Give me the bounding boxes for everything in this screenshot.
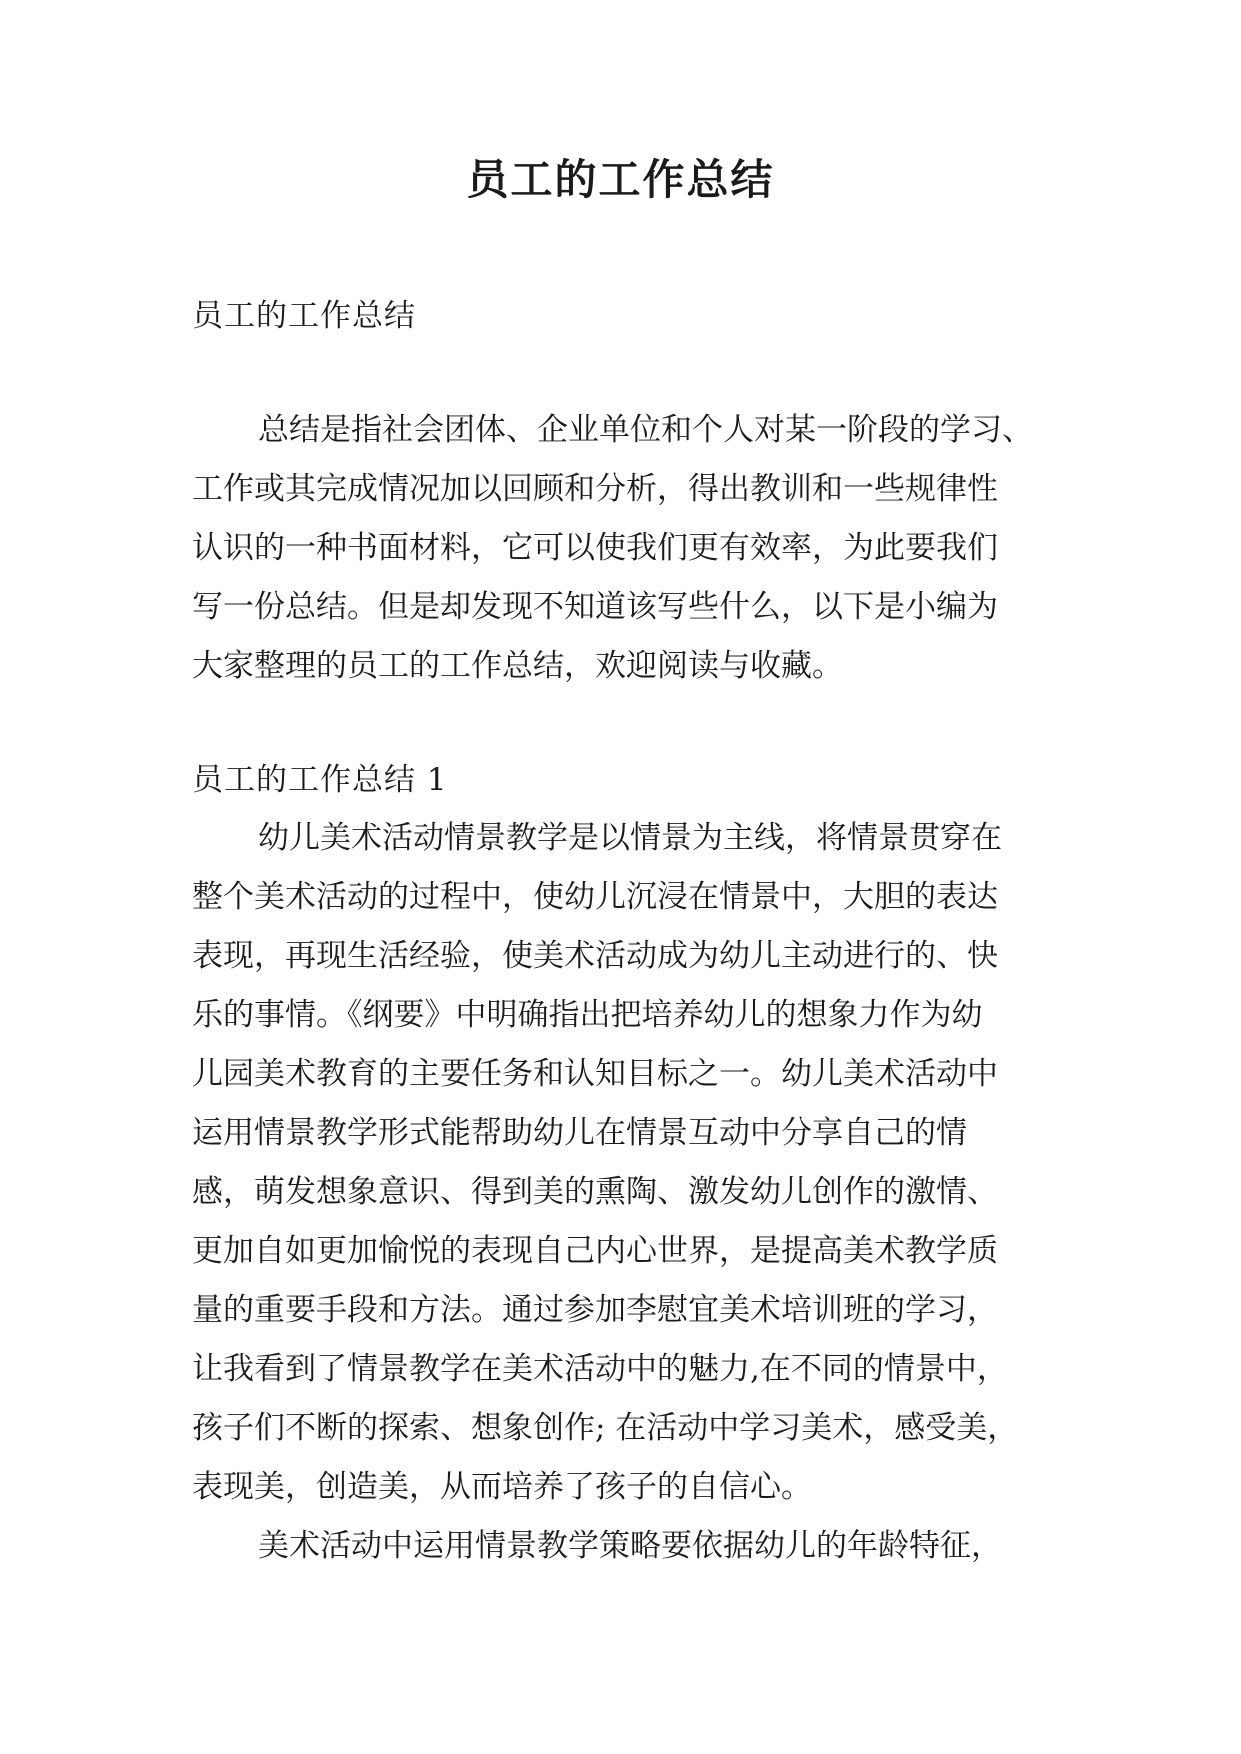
body-line: 美术活动中运用情景教学策略要依据幼儿的年龄特征， xyxy=(258,1528,1002,1564)
body-line: 幼儿美术活动情景教学是以情景为主线，将情景贯穿在 xyxy=(258,820,1002,856)
intro-line: 写一份总结。但是却发现不知道该写些什么，以下是小编为 xyxy=(192,589,998,625)
intro-line: 认识的一种书面材料，它可以使我们更有效率，为此要我们 xyxy=(192,530,998,566)
body-line: 乐的事情。《纲要》中明确指出把培养幼儿的想象力作为幼 xyxy=(192,997,983,1033)
section-heading: 员工的工作总结 1 xyxy=(192,762,448,798)
intro-line: 总结是指社会团体、企业单位和个人对某一阶段的学习、 xyxy=(258,412,1033,448)
body-line: 让我看到了情景教学在美术活动中的魅力,在不同的情景中， xyxy=(192,1351,1008,1387)
body-line: 表现美，创造美，从而培养了孩子的自信心。 xyxy=(192,1469,812,1505)
document-subtitle: 员工的工作总结 xyxy=(192,298,416,334)
body-line: 表现，再现生活经验，使美术活动成为幼儿主动进行的、快 xyxy=(192,938,998,974)
intro-line: 工作或其完成情况加以回顾和分析，得出教训和一些规律性 xyxy=(192,471,998,507)
body-line: 整个美术活动的过程中，使幼儿沉浸在情景中，大胆的表达 xyxy=(192,879,998,915)
body-line: 感，萌发想象意识、得到美的熏陶、激发幼儿创作的激情、 xyxy=(192,1174,998,1210)
document-title: 员工的工作总结 xyxy=(466,155,775,204)
body-line: 更加自如更加愉悦的表现自己内心世界，是提高美术教学质 xyxy=(192,1233,998,1269)
body-line: 量的重要手段和方法。通过参加李慰宜美术培训班的学习， xyxy=(192,1292,998,1328)
intro-line: 大家整理的员工的工作总结，欢迎阅读与收藏。 xyxy=(192,648,843,684)
body-line: 儿园美术教育的主要任务和认知目标之一。幼儿美术活动中 xyxy=(192,1056,998,1092)
body-line: 孩子们不断的探索、想象创作; 在活动中学习美术，感受美， xyxy=(192,1410,1019,1446)
body-line: 运用情景教学形式能帮助幼儿在情景互动中分享自己的情 xyxy=(192,1115,967,1151)
